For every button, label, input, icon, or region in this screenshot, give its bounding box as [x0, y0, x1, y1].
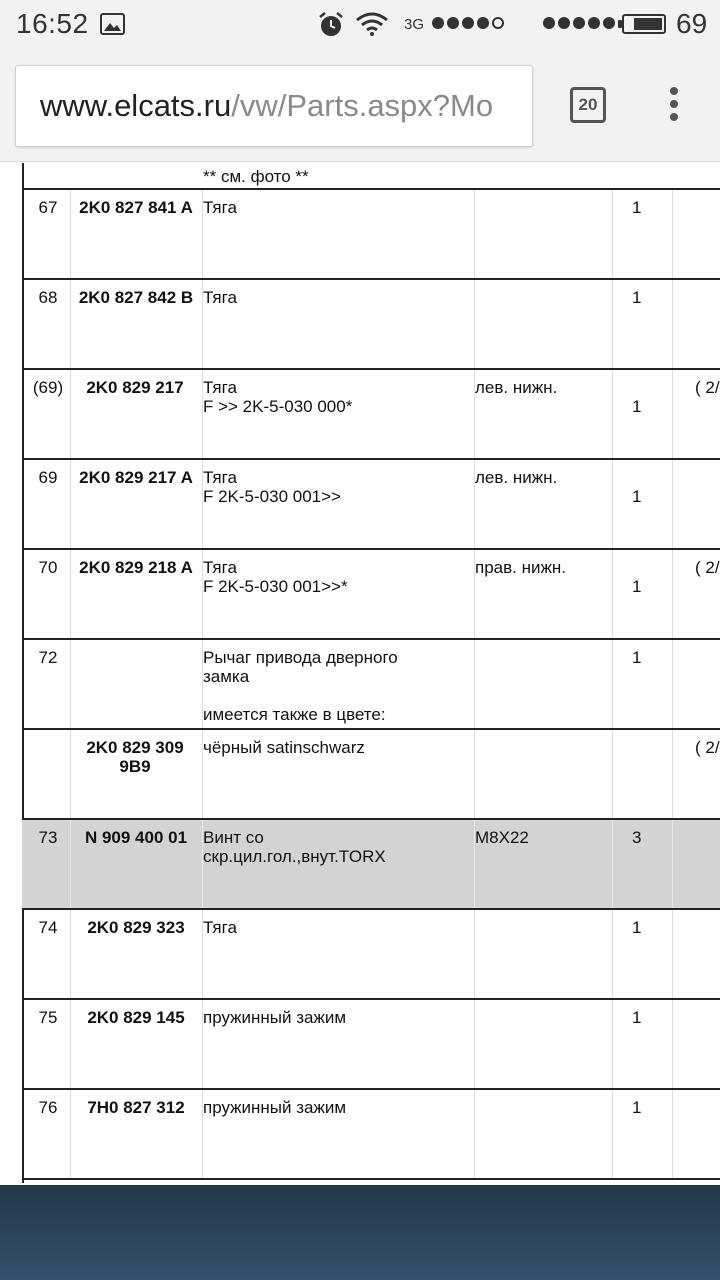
- part-description: Тяга: [203, 288, 237, 307]
- column-divider: [612, 730, 613, 818]
- photo-note: ** см. фото **: [203, 167, 309, 186]
- column-divider: [612, 550, 613, 638]
- column-divider: [672, 280, 673, 368]
- position-number: 74: [38, 918, 58, 937]
- position-number: 72: [38, 648, 58, 667]
- part-number[interactable]: 2K0 829 309 9B9: [86, 738, 184, 776]
- column-divider: [612, 820, 613, 908]
- part-description: пружинный зажим: [203, 1098, 347, 1117]
- column-divider: [474, 910, 475, 998]
- tab-switcher-button[interactable]: 20: [570, 87, 606, 123]
- column-divider: [672, 460, 673, 548]
- part-description: Тяга: [203, 378, 237, 397]
- overflow-menu-icon[interactable]: [667, 87, 681, 125]
- part-description: Тяга: [203, 918, 237, 937]
- quantity: 1: [632, 577, 642, 596]
- column-divider: [474, 640, 475, 728]
- part-number[interactable]: 2K0 829 217 A: [79, 468, 193, 487]
- column-divider: [70, 550, 71, 638]
- column-divider: [474, 280, 475, 368]
- extra-info: ( 2/: [695, 378, 720, 397]
- part-description: чёрный satinschwarz: [203, 738, 365, 757]
- column-divider: [70, 640, 71, 728]
- quantity: 1: [632, 918, 642, 937]
- column-divider: [672, 640, 673, 728]
- battery-level: 69: [676, 8, 708, 39]
- part-number[interactable]: N 909 400 01: [84, 828, 188, 847]
- url-host: www.elcats.ru: [40, 88, 232, 123]
- battery-icon: [622, 14, 666, 34]
- part-number[interactable]: 2K0 827 842 B: [78, 288, 194, 307]
- quantity: 3: [632, 828, 642, 847]
- part-number[interactable]: 2K0 827 841 A: [79, 198, 193, 217]
- part-description: Тяга: [203, 558, 237, 577]
- column-divider: [474, 1000, 475, 1088]
- column-divider: [672, 730, 673, 818]
- column-divider: [70, 1000, 71, 1088]
- part-description-line-2: замка: [203, 667, 250, 686]
- part-number[interactable]: 2K0 829 218 A: [79, 558, 193, 577]
- column-divider: [612, 1090, 613, 1178]
- signal-strength-icon: [432, 17, 504, 31]
- part-note: M8X22: [475, 828, 529, 847]
- quantity: 1: [632, 487, 642, 506]
- column-divider: [612, 370, 613, 458]
- part-description-line-2: F 2K-5-030 001>>: [203, 487, 341, 506]
- address-bar[interactable]: [15, 65, 533, 147]
- position-number: 68: [38, 288, 58, 307]
- table-row[interactable]: [22, 1000, 720, 1090]
- column-divider: [70, 910, 71, 998]
- table-row[interactable]: [22, 280, 720, 370]
- part-note: прав. нижн.: [475, 558, 566, 577]
- part-note: лев. нижн.: [475, 378, 558, 397]
- extra-info: ( 2/: [695, 738, 720, 757]
- table-row[interactable]: [22, 640, 720, 730]
- image-notification-icon: [100, 13, 125, 35]
- part-description-line-3: имеется также в цвете:: [203, 705, 386, 724]
- position-number: 75: [38, 1008, 58, 1027]
- part-description: Винт со: [203, 828, 264, 847]
- part-number[interactable]: 2K0 829 217: [86, 378, 184, 397]
- network-type: 3G: [404, 16, 425, 33]
- quantity: 1: [632, 1008, 642, 1027]
- table-row[interactable]: [22, 190, 720, 280]
- column-divider: [612, 910, 613, 998]
- position-number: 69: [38, 468, 58, 487]
- quantity: 1: [632, 1098, 642, 1117]
- column-divider: [672, 550, 673, 638]
- table-row[interactable]: [22, 1090, 720, 1180]
- quantity: 1: [632, 198, 642, 217]
- position-number: 76: [38, 1098, 58, 1117]
- column-divider: [474, 1090, 475, 1178]
- part-description-line-2: F >> 2K-5-030 000*: [203, 397, 353, 416]
- part-description-line-2: скр.цил.гол.,внут.TORX: [203, 847, 386, 866]
- part-number[interactable]: 2K0 829 145: [87, 1008, 185, 1027]
- part-note: лев. нижн.: [475, 468, 558, 487]
- part-description-line-2: F 2K-5-030 001>>*: [203, 577, 348, 596]
- column-divider: [672, 910, 673, 998]
- table-row[interactable]: [22, 730, 720, 820]
- status-time: 16:52: [16, 8, 89, 39]
- quantity: 1: [632, 397, 642, 416]
- position-number: 70: [38, 558, 58, 577]
- part-number[interactable]: 2K0 829 323: [87, 918, 185, 937]
- status-bar: [0, 0, 720, 50]
- column-divider: [612, 280, 613, 368]
- signal-strength-secondary-icon: [543, 17, 615, 31]
- part-description: Тяга: [203, 198, 237, 217]
- web-page[interactable]: [0, 163, 720, 1185]
- table-row[interactable]: [22, 820, 720, 910]
- column-divider: [612, 640, 613, 728]
- column-divider: [70, 370, 71, 458]
- column-divider: [672, 820, 673, 908]
- table-row[interactable]: [22, 550, 720, 640]
- url-path: /vw/Parts.aspx?Mo: [231, 88, 494, 123]
- column-divider: [612, 460, 613, 548]
- column-divider: [70, 190, 71, 278]
- column-divider: [70, 280, 71, 368]
- alarm-icon: [318, 11, 344, 39]
- column-divider: [672, 190, 673, 278]
- wifi-icon: [356, 12, 388, 36]
- url-text[interactable]: [40, 88, 518, 124]
- column-divider: [474, 730, 475, 818]
- bottom-navigation-area: [0, 1185, 720, 1280]
- column-divider: [672, 370, 673, 458]
- position-number: 67: [38, 198, 58, 217]
- column-divider: [672, 1000, 673, 1088]
- column-divider: [70, 460, 71, 548]
- table-row[interactable]: [22, 910, 720, 1000]
- column-divider: [612, 190, 613, 278]
- column-divider: [70, 730, 71, 818]
- part-description: пружинный зажим: [203, 1008, 347, 1027]
- part-number[interactable]: 7H0 827 312: [87, 1098, 185, 1117]
- column-divider: [672, 1090, 673, 1178]
- part-description: Рычаг привода дверного: [203, 648, 398, 667]
- table-row[interactable]: [22, 460, 720, 550]
- column-divider: [612, 1000, 613, 1088]
- browser-toolbar: [0, 50, 720, 162]
- quantity: 1: [632, 288, 642, 307]
- position-number: (69): [32, 378, 64, 397]
- column-divider: [474, 190, 475, 278]
- table-row[interactable]: [22, 370, 720, 460]
- part-description: Тяга: [203, 468, 237, 487]
- extra-info: ( 2/: [695, 558, 720, 577]
- column-divider: [70, 820, 71, 908]
- column-divider: [70, 1090, 71, 1178]
- quantity: 1: [632, 648, 642, 667]
- position-number: 73: [38, 828, 58, 847]
